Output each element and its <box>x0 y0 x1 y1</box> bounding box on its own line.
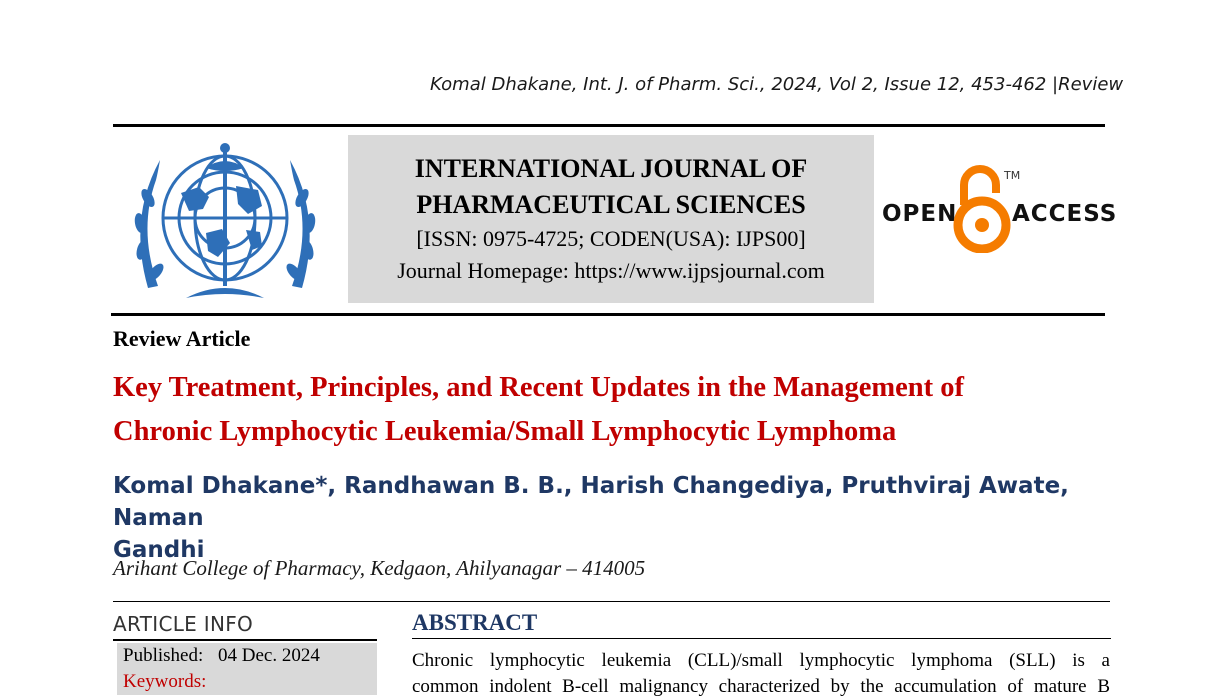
abstract-line1: Chronic lymphocytic leukemia (CLL)/small lymphocytic lymphoma (SLL) is a <box>412 650 1110 671</box>
article-info-box <box>117 643 377 695</box>
journal-homepage[interactable]: Journal Homepage: https://www.ijpsjournal.com <box>397 258 825 283</box>
affiliation-rule <box>113 601 1110 602</box>
published-label: Published: <box>123 645 204 666</box>
abstract-rule <box>412 638 1111 639</box>
article-info-rule <box>113 639 377 641</box>
keywords-label: Keywords: <box>123 671 207 692</box>
top-rule <box>113 124 1105 127</box>
author-list <box>113 470 1113 566</box>
abstract-heading: ABSTRACT <box>412 610 538 635</box>
open-access-open-word: OPEN <box>882 201 958 227</box>
article-title-line2: Chronic Lymphocytic Leukemia/Small Lymphocytic Lymphoma <box>113 416 897 447</box>
article-info-heading: ARTICLE INFO <box>113 612 254 636</box>
globe-caduceus-emblem-icon <box>126 138 324 306</box>
running-head: Komal Dhakane, Int. J. of Pharm. Sci., 2024, Vol 2, Issue 12, 453-462 |Review <box>430 74 1124 95</box>
abstract-body <box>412 648 1110 700</box>
open-access-access-word: ACCESS <box>1012 201 1118 227</box>
open-access-logo <box>880 165 1118 255</box>
published-row <box>123 645 320 667</box>
abstract-line2: common indolent B-cell malignancy characterized by the accumulation of mature B <box>412 676 1110 697</box>
article-title <box>113 366 1113 454</box>
journal-name-line2: PHARMACEUTICAL SCIENCES <box>416 190 806 219</box>
journal-name-line1: INTERNATIONAL JOURNAL OF <box>414 154 808 183</box>
journal-banner <box>348 135 874 303</box>
trademark-mark: TM <box>1004 169 1021 182</box>
published-date: 04 Dec. 2024 <box>217 645 320 666</box>
article-title-line1: Key Treatment, Principles, and Recent Updates in the Management of <box>113 372 964 403</box>
journal-issn: [ISSN: 0975-4725; CODEN(USA): IJPS00] <box>416 226 806 251</box>
article-type: Review Article <box>113 326 251 351</box>
affiliation: Arihant College of Pharmacy, Kedgaon, Ahilyanagar – 414005 <box>113 556 646 580</box>
header-bottom-rule <box>111 313 1105 316</box>
authors-line2: Gandhi <box>113 537 205 563</box>
authors-line1: Komal Dhakane*, Randhawan B. B., Harish Changediya, Pruthviraj Awate, Naman <box>113 473 1069 531</box>
